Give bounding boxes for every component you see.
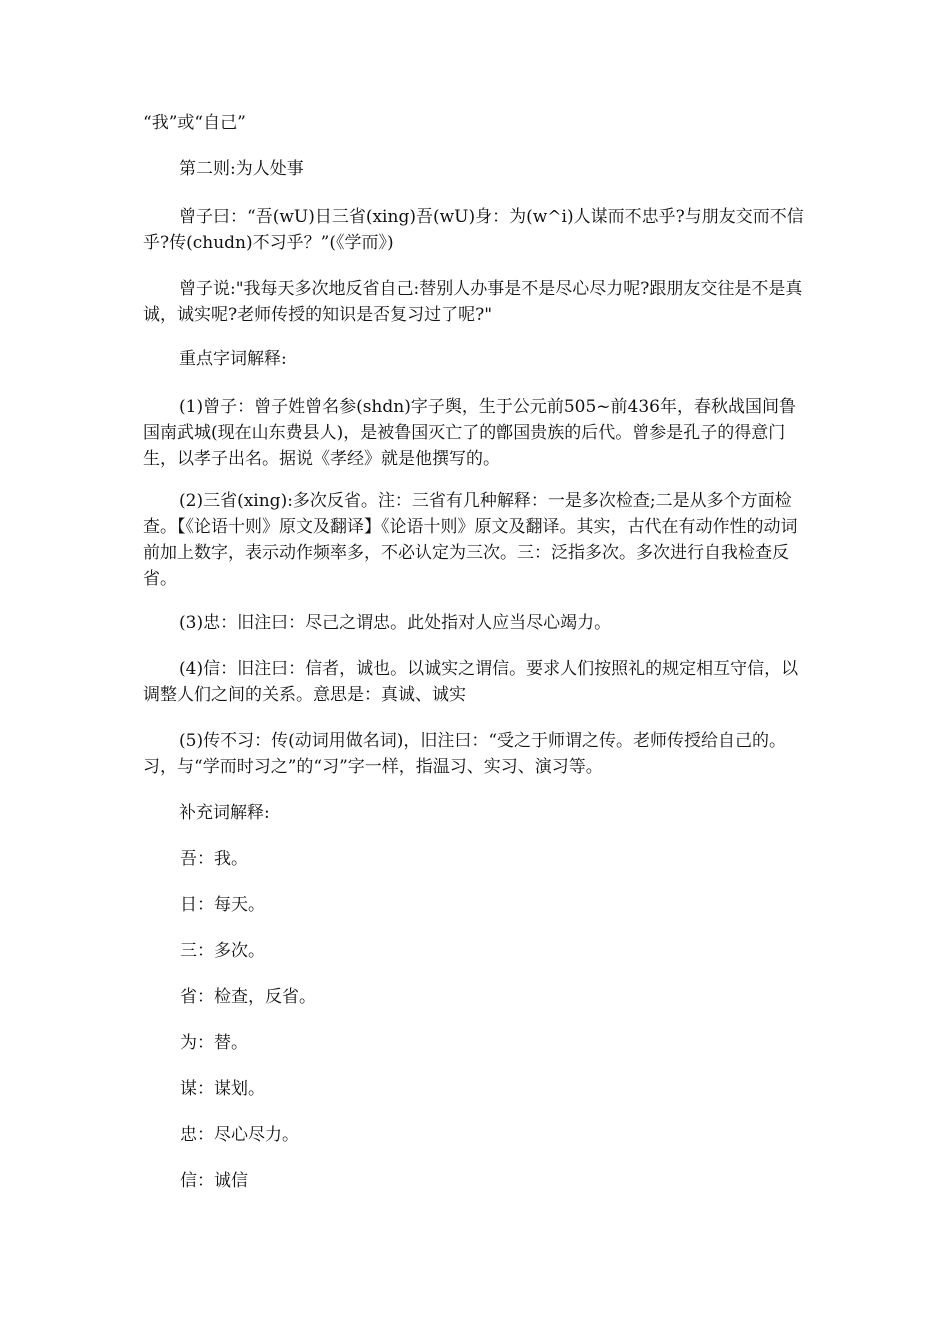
supplement-heading: 补充词解释: bbox=[179, 803, 270, 823]
definition-item: 为：替。 bbox=[180, 1033, 248, 1053]
note-1: (1)曾子：曾子姓曾名参(shdn)字子舆，生于公元前505~前436年，春秋战国间鲁国南武城(现在山东费县人)，是被鲁国灭亡了的鄫国贵族的后代。曾参是孔子的得意门生，以孝子出名。据说《孝经》就是他撰写的。 bbox=[143, 397, 796, 469]
note-2: (2)三省(xing):多次反省。注：三省有几种解释：一是多次检查;二是从多个方面检查。【《论语十则》原文及翻译】《论语十则》原文及翻译。其实，古代在有动作性的动词前加上数字，表示动作频率多，不必认定为三次。三：泛指多次。多次进行自我检查反省。 bbox=[143, 491, 798, 589]
definition-item: 吾：我。 bbox=[180, 849, 248, 869]
translation-paragraph: 曾子说:"我每天多次地反省自己:替别人办事是不是尽心尽力呢?跟朋友交往是不是真诚，诚实呢?老师传授的知识是否复习过了呢?" bbox=[143, 279, 803, 325]
definition-item: 信：诚信 bbox=[180, 1171, 248, 1191]
definition-item: 忠：尽心尽力。 bbox=[180, 1125, 299, 1145]
note-4: (4)信：旧注曰：信者，诚也。以诚实之谓信。要求人们按照礼的规定相互守信，以调整人们之间的关系。意思是：真诚、诚实 bbox=[143, 659, 799, 705]
definition-item: 省：检查，反省。 bbox=[180, 987, 316, 1007]
text-line-top: “我”或“自己” bbox=[143, 113, 246, 133]
definition-item: 谋：谋划。 bbox=[180, 1079, 265, 1099]
section-heading: 第二则:为人处事 bbox=[179, 159, 304, 179]
quote-paragraph: 曾子曰：“吾(wU)日三省(xing)吾(wU)身：为(w^i)人谋而不忠乎?与朋友交而不信乎?传(chudn)不习乎？”(《学而》) bbox=[143, 207, 804, 253]
definition-item: 日：每天。 bbox=[180, 895, 265, 915]
key-words-heading: 重点字词解释: bbox=[179, 349, 287, 369]
definition-item: 三：多次。 bbox=[180, 941, 265, 961]
note-5: (5)传不习：传(动词用做名词)，旧注曰：“受之于师谓之传。老师传授给自己的。习，与“学而时习之”的“习”字一样，指温习、实习、演习等。 bbox=[143, 731, 787, 777]
note-3: (3)忠：旧注曰：尽己之谓忠。此处指对人应当尽心竭力。 bbox=[179, 613, 612, 633]
